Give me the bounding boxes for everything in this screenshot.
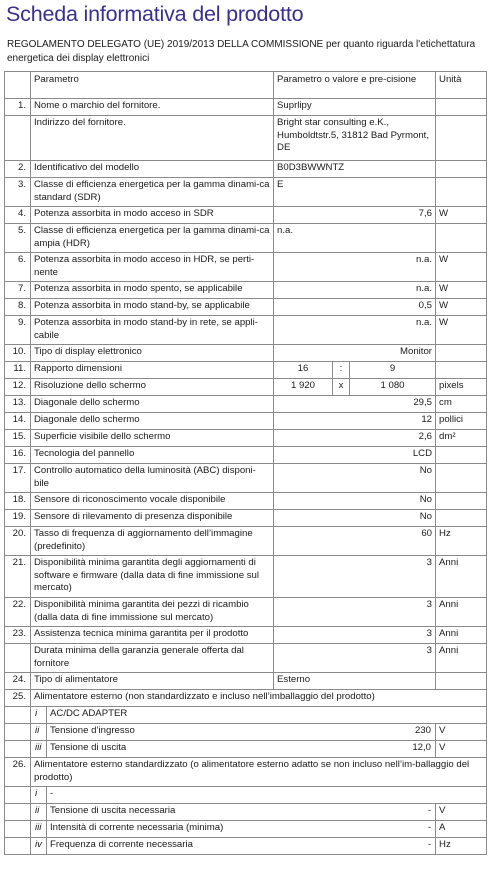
row-number: [5, 116, 31, 161]
sub-row: [5, 707, 487, 724]
sub-row: [5, 741, 487, 758]
sub-index: i: [31, 787, 47, 804]
row-parameter: Disponibilità minima garantita degli aggiornamenti di software e firmware (dalla data di fine immissione sul mercato): [31, 556, 274, 598]
resolution-separator: x: [333, 379, 350, 396]
row-value: B0D3BWWNTZ: [274, 161, 436, 178]
table-row: [5, 282, 487, 299]
row-unit: [436, 161, 487, 178]
row-parameter: Indirizzo del fornitore.: [31, 116, 274, 161]
row-parameter: Rapporto dimensioni: [31, 362, 274, 379]
row-number: 7.: [5, 282, 31, 299]
row-value: No: [274, 493, 436, 510]
row-number: [5, 787, 31, 804]
row-unit: Anni: [436, 644, 487, 673]
row-value: -: [427, 839, 432, 850]
table-row: [5, 673, 487, 690]
row-number: 17.: [5, 464, 31, 493]
table-row: [5, 224, 487, 253]
table-row: [5, 116, 487, 161]
row-number: 18.: [5, 493, 31, 510]
row-parameter: Potenza assorbita in modo acceso in SDR: [31, 207, 274, 224]
row-value: Esterno: [274, 673, 436, 690]
row-parameter: Sensore di riconoscimento vocale disponibile: [31, 493, 274, 510]
row-number: 21.: [5, 556, 31, 598]
row-unit: Anni: [436, 598, 487, 627]
row-number: 2.: [5, 161, 31, 178]
row-value: 3: [274, 627, 436, 644]
aspect-ratio-height: 9: [350, 362, 436, 379]
row-parameter: Classe di efficienza energetica per la gamma dinami-ca ampia (HDR): [31, 224, 274, 253]
sub-index: iii: [31, 821, 47, 838]
header-value: Parametro o valore e pre-cisione: [274, 72, 436, 99]
row-number: 11.: [5, 362, 31, 379]
row-parameter-label: Intensità di corrente necessaria (minima): [50, 822, 224, 833]
row-number: 3.: [5, 178, 31, 207]
sub-row: [5, 724, 487, 741]
row-number: 8.: [5, 299, 31, 316]
row-value: 12,0: [412, 742, 432, 753]
table-row: [5, 598, 487, 627]
header-parameter: Parametro: [31, 72, 274, 99]
row-value: n.a.: [274, 253, 436, 282]
row-value: LCD: [274, 447, 436, 464]
table-row: [5, 644, 487, 673]
row-value: 0,5: [274, 299, 436, 316]
resolution-width: 1 920: [274, 379, 333, 396]
sub-index: iv: [31, 838, 47, 855]
row-number: 19.: [5, 510, 31, 527]
row-unit: W: [436, 207, 487, 224]
row-parameter: Potenza assorbita in modo spento, se applicabile: [31, 282, 274, 299]
row-parameter: Controllo automatico della luminosità (ABC) disponi-bile: [31, 464, 274, 493]
row-number: [5, 644, 31, 673]
row-parameter: Superficie visibile dello schermo: [31, 430, 274, 447]
row-value: -: [427, 805, 432, 816]
table-row: [5, 627, 487, 644]
row-unit: [436, 362, 487, 379]
row-parameter: -: [47, 787, 487, 804]
table-row: [5, 758, 487, 787]
row-parameter: Potenza assorbita in modo stand-by, se applicabile: [31, 299, 274, 316]
row-parameter-label: Frequenza di corrente necessaria: [50, 839, 193, 850]
row-value: n.a.: [274, 282, 436, 299]
row-parameter: [47, 724, 436, 741]
table-row: [5, 556, 487, 598]
row-value: 29,5: [274, 396, 436, 413]
resolution-height: 1 080: [350, 379, 436, 396]
row-unit: Hz: [436, 838, 487, 855]
row-unit: W: [436, 299, 487, 316]
row-parameter-label: Tensione di uscita necessaria: [50, 805, 176, 816]
row-unit: A: [436, 821, 487, 838]
row-parameter: [47, 741, 436, 758]
row-unit: V: [436, 724, 487, 741]
row-parameter: Tipo di alimentatore: [31, 673, 274, 690]
row-number: 25.: [5, 690, 31, 707]
row-unit: V: [436, 741, 487, 758]
row-value: 3: [274, 556, 436, 598]
row-parameter: Alimentatore esterno (non standardizzato e incluso nell’imballaggio del prodotto): [31, 690, 487, 707]
row-number: [5, 838, 31, 855]
table-row: [5, 493, 487, 510]
row-number: 23.: [5, 627, 31, 644]
row-unit: [436, 510, 487, 527]
row-number: 24.: [5, 673, 31, 690]
table-row: [5, 362, 487, 379]
table-row: [5, 379, 487, 396]
sub-index: ii: [31, 724, 47, 741]
row-parameter: Sensore di rilevamento di presenza disponibile: [31, 510, 274, 527]
row-value: Bright star consulting e.K., Humboldtstr.5, 31812 Bad Pyrmont, DE: [274, 116, 436, 161]
row-number: [5, 741, 31, 758]
row-value: 7,6: [274, 207, 436, 224]
row-unit: [436, 493, 487, 510]
sub-row: [5, 821, 487, 838]
row-unit: dm²: [436, 430, 487, 447]
row-unit: W: [436, 282, 487, 299]
row-number: 1.: [5, 99, 31, 116]
row-number: [5, 724, 31, 741]
row-value: n.a.: [274, 224, 436, 253]
row-unit: [436, 464, 487, 493]
row-number: 13.: [5, 396, 31, 413]
row-parameter: Tecnologia del pannello: [31, 447, 274, 464]
row-number: [5, 804, 31, 821]
row-parameter: Tasso di frequenza di aggiornamento dell’immagine (predefinito): [31, 527, 274, 556]
row-value: 60: [274, 527, 436, 556]
row-number: 14.: [5, 413, 31, 430]
row-parameter: Potenza assorbita in modo acceso in HDR, se perti-nente: [31, 253, 274, 282]
row-parameter: Nome o marchio del fornitore.: [31, 99, 274, 116]
table-row: [5, 527, 487, 556]
table-row: [5, 99, 487, 116]
table-row: [5, 510, 487, 527]
row-parameter-label: Tensione d’ingresso: [50, 725, 135, 736]
aspect-ratio-width: 16: [274, 362, 333, 379]
row-parameter: Disponibilità minima garantita dei pezzi di ricambio (dalla data di fine immissione sul mercato): [31, 598, 274, 627]
row-unit: [436, 178, 487, 207]
aspect-ratio-separator: :: [333, 362, 350, 379]
row-unit: pixels: [436, 379, 487, 396]
row-number: 6.: [5, 253, 31, 282]
row-number: 22.: [5, 598, 31, 627]
row-unit: [436, 116, 487, 161]
row-unit: [436, 345, 487, 362]
sub-row: [5, 787, 487, 804]
row-unit: pollici: [436, 413, 487, 430]
row-parameter: Diagonale dello schermo: [31, 413, 274, 430]
row-parameter: Tipo di display elettronico: [31, 345, 274, 362]
table-row: [5, 161, 487, 178]
row-parameter: Alimentatore esterno standardizzato (o alimentatore esterno adatto se non incluso nell’im-ballaggio del prodotto): [31, 758, 487, 787]
row-number: 9.: [5, 316, 31, 345]
table-row: [5, 430, 487, 447]
row-value: No: [274, 510, 436, 527]
row-parameter: Classe di efficienza energetica per la gamma dinami-ca standard (SDR): [31, 178, 274, 207]
table-row: [5, 299, 487, 316]
table-row: [5, 413, 487, 430]
row-value: 2,6: [274, 430, 436, 447]
row-value: n.a.: [274, 316, 436, 345]
row-parameter: Risoluzione dello schermo: [31, 379, 274, 396]
row-unit: cm: [436, 396, 487, 413]
row-unit: W: [436, 316, 487, 345]
table-row: [5, 396, 487, 413]
row-value: 230: [415, 725, 432, 736]
row-value: Monitor: [274, 345, 436, 362]
page-title: Scheda informativa del prodotto: [6, 2, 304, 26]
row-number: 5.: [5, 224, 31, 253]
row-parameter: [47, 804, 436, 821]
row-number: 15.: [5, 430, 31, 447]
row-unit: V: [436, 804, 487, 821]
row-number: [5, 821, 31, 838]
sub-row: [5, 838, 487, 855]
row-value: 12: [274, 413, 436, 430]
row-value: No: [274, 464, 436, 493]
row-number: 20.: [5, 527, 31, 556]
regulation-subtitle: REGOLAMENTO DELEGATO (UE) 2019/2013 DELLA COMMISSIONE per quanto riguarda l'etichettatura energetica dei display elettronici: [7, 39, 476, 64]
row-parameter: Assistenza tecnica minima garantita per il prodotto: [31, 627, 274, 644]
table-row: [5, 178, 487, 207]
row-parameter: [47, 838, 436, 855]
row-number: 26.: [5, 758, 31, 787]
product-data-table: [4, 71, 487, 855]
row-parameter: [47, 821, 436, 838]
row-number: 12.: [5, 379, 31, 396]
row-unit: [436, 224, 487, 253]
table-row: [5, 207, 487, 224]
row-value: E: [274, 178, 436, 207]
row-unit: Anni: [436, 627, 487, 644]
sub-row: [5, 804, 487, 821]
row-value: 3: [274, 598, 436, 627]
row-number: [5, 707, 31, 724]
header-unit: Unità: [436, 72, 487, 99]
sub-index: iii: [31, 741, 47, 758]
sub-index: i: [31, 707, 47, 724]
table-row: [5, 447, 487, 464]
row-parameter: Diagonale dello schermo: [31, 396, 274, 413]
table-row: [5, 345, 487, 362]
row-unit: [436, 99, 487, 116]
row-value: 3: [274, 644, 436, 673]
row-parameter: AC/DC ADAPTER: [47, 707, 487, 724]
row-parameter: Potenza assorbita in modo stand-by in rete, se appli-cabile: [31, 316, 274, 345]
row-number: 16.: [5, 447, 31, 464]
table-row: [5, 316, 487, 345]
row-value: -: [427, 822, 432, 833]
table-row: [5, 464, 487, 493]
table-row: [5, 690, 487, 707]
row-number: 4.: [5, 207, 31, 224]
row-unit: Anni: [436, 556, 487, 598]
row-unit: Hz: [436, 527, 487, 556]
row-parameter: Durata minima della garanzia generale offerta dal fornitore: [31, 644, 274, 673]
table-header-row: [5, 72, 487, 99]
table-row: [5, 253, 487, 282]
sub-index: ii: [31, 804, 47, 821]
row-parameter: Identificativo del modello: [31, 161, 274, 178]
header-num-cell: [5, 72, 31, 99]
row-unit: [436, 447, 487, 464]
row-unit: W: [436, 253, 487, 282]
row-parameter-label: Tensione di uscita: [50, 742, 127, 753]
row-number: 10.: [5, 345, 31, 362]
row-unit: [436, 673, 487, 690]
row-value: Suprlipy: [274, 99, 436, 116]
